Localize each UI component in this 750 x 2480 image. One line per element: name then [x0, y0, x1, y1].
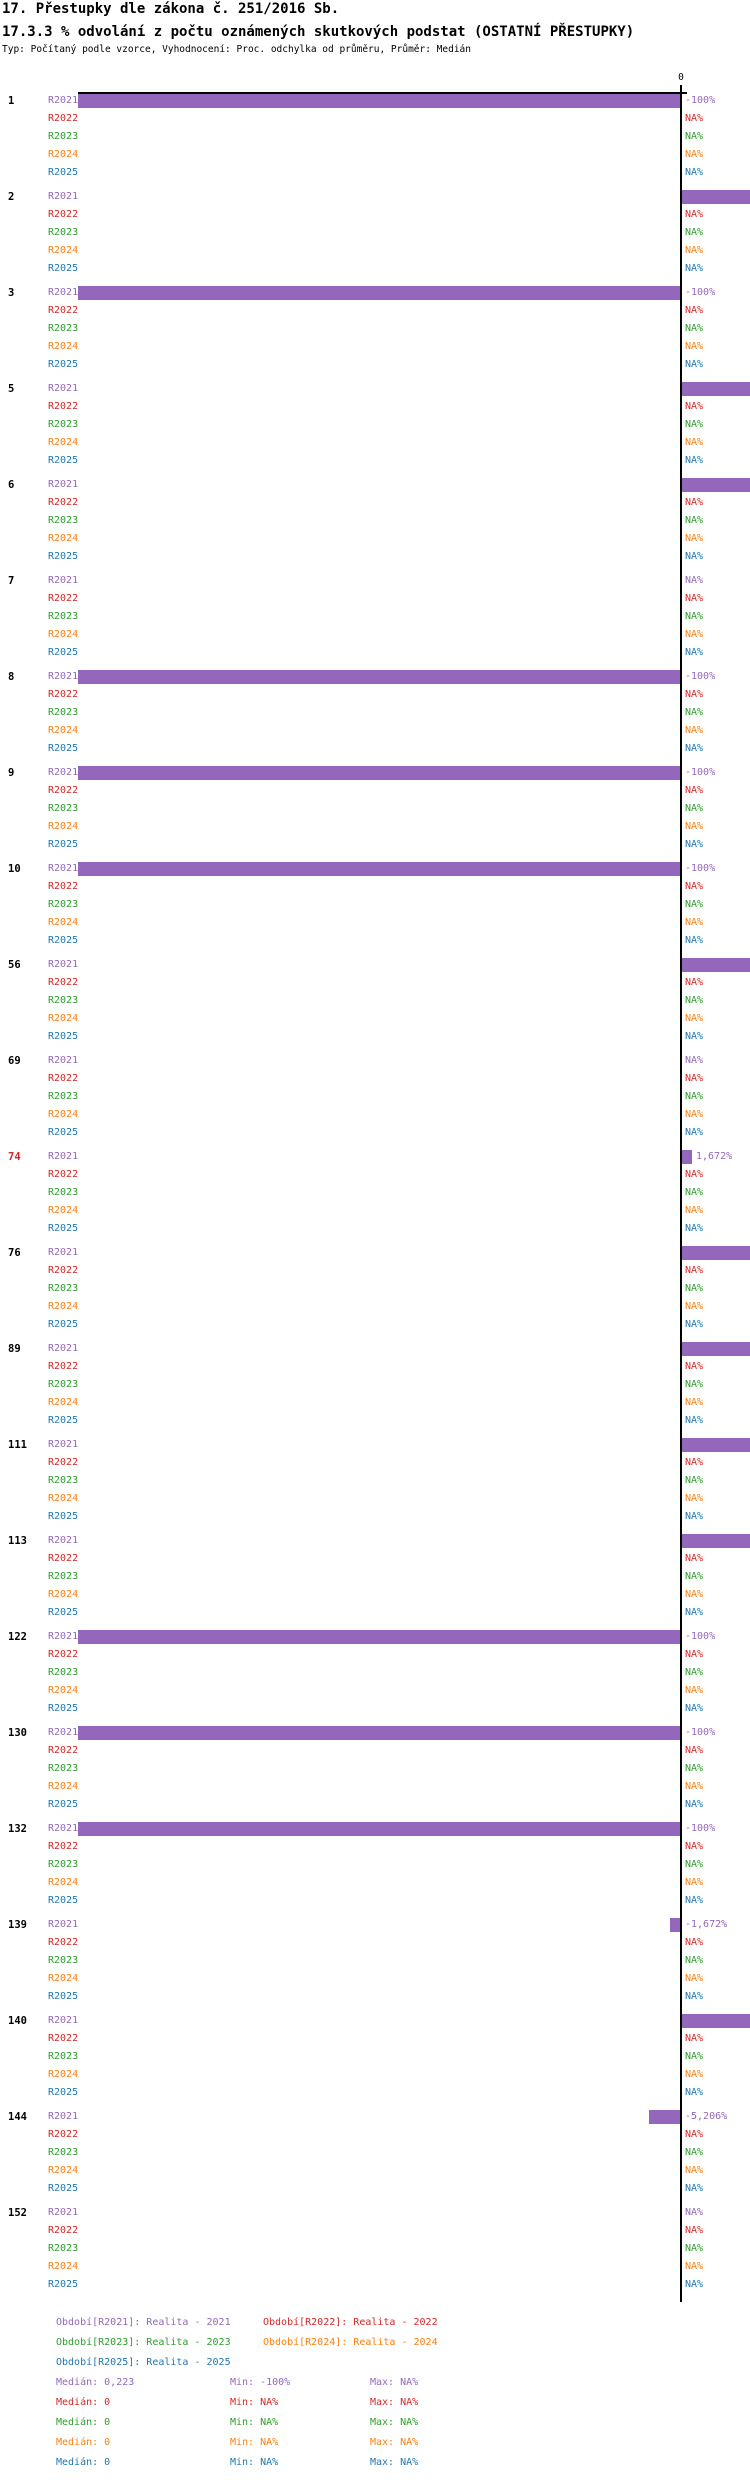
value-label: NA% [685, 1475, 704, 1486]
value-label: NA% [685, 1703, 704, 1714]
value-label: NA% [685, 689, 704, 700]
row-label: R2021 [48, 959, 79, 970]
row-label: R2022 [48, 593, 79, 604]
bar [682, 1246, 750, 1260]
row-label: R2022 [48, 977, 79, 988]
row-label: R2025 [48, 1799, 79, 1810]
value-label: NA% [685, 1571, 704, 1582]
row-label: R2022 [48, 2225, 79, 2236]
value-label: NA% [685, 551, 704, 562]
bar [682, 1150, 692, 1164]
value-label: NA% [685, 341, 704, 352]
row-label: R2023 [48, 899, 79, 910]
value-label: NA% [685, 1457, 704, 1468]
row-label: R2024 [48, 917, 79, 928]
bar [682, 190, 750, 204]
value-label: NA% [685, 1091, 704, 1102]
value-label: NA% [685, 1799, 704, 1810]
axis-zero-label: 0 [678, 72, 684, 83]
bar [78, 286, 680, 300]
group-label: 7 [8, 575, 15, 587]
row-label: R2022 [48, 1937, 79, 1948]
value-label: NA% [685, 1283, 704, 1294]
value-label: NA% [685, 1763, 704, 1774]
value-label: NA% [685, 1361, 704, 1372]
value-label: NA% [685, 323, 704, 334]
row-label: R2021 [48, 191, 79, 202]
row-label: R2022 [48, 497, 79, 508]
value-label: NA% [685, 497, 704, 508]
axis-vertical-line [680, 92, 682, 2302]
row-label: R2024 [48, 245, 79, 256]
row-label: R2022 [48, 1457, 79, 1468]
value-label: NA% [685, 1955, 704, 1966]
legend-period-label: Období[R2021]: Realita - 2021 [56, 2317, 231, 2328]
value-label: NA% [685, 1301, 704, 1312]
row-label: R2022 [48, 209, 79, 220]
value-label: NA% [685, 821, 704, 832]
row-label: R2021 [48, 1823, 79, 1834]
value-label: NA% [685, 209, 704, 220]
row-label: R2025 [48, 455, 79, 466]
row-label: R2023 [48, 2051, 79, 2062]
value-label: NA% [685, 935, 704, 946]
row-label: R2025 [48, 1127, 79, 1138]
bar [78, 1630, 680, 1644]
row-label: R2022 [48, 881, 79, 892]
legend-min: Min: NA% [230, 2437, 279, 2448]
value-label: NA% [685, 1973, 704, 1984]
value-label: NA% [685, 1205, 704, 1216]
value-label: NA% [685, 1415, 704, 1426]
group-label: 69 [8, 1055, 21, 1067]
row-label: R2023 [48, 1187, 79, 1198]
value-label: NA% [685, 515, 704, 526]
value-label: NA% [685, 1649, 704, 1660]
row-label: R2025 [48, 2183, 79, 2194]
row-label: R2025 [48, 2279, 79, 2290]
group-label: 89 [8, 1343, 21, 1355]
bar [682, 478, 750, 492]
legend-min: Min: NA% [230, 2397, 279, 2408]
value-label: NA% [685, 881, 704, 892]
group-label: 8 [8, 671, 15, 683]
row-label: R2024 [48, 2069, 79, 2080]
value-label: NA% [685, 1073, 704, 1084]
row-label: R2024 [48, 1205, 79, 1216]
row-label: R2022 [48, 1841, 79, 1852]
row-label: R2023 [48, 323, 79, 334]
value-label: NA% [685, 977, 704, 988]
value-label: NA% [685, 2243, 704, 2254]
row-label: R2025 [48, 1607, 79, 1618]
value-label: NA% [685, 437, 704, 448]
value-label: NA% [685, 2225, 704, 2236]
value-label: NA% [685, 149, 704, 160]
value-label: NA% [685, 401, 704, 412]
value-label: NA% [685, 1493, 704, 1504]
value-label: NA% [685, 1859, 704, 1870]
row-label: R2023 [48, 1667, 79, 1678]
value-label: NA% [685, 1031, 704, 1042]
row-label: R2023 [48, 995, 79, 1006]
value-label: NA% [685, 575, 704, 586]
legend-max: Max: NA% [370, 2437, 419, 2448]
row-label: R2024 [48, 149, 79, 160]
row-label: R2024 [48, 1013, 79, 1024]
row-label: R2024 [48, 1781, 79, 1792]
value-label: NA% [685, 593, 704, 604]
bar [649, 2110, 680, 2124]
value-label: -100% [685, 95, 716, 106]
legend-min: Min: NA% [230, 2457, 279, 2468]
legend-median: Medián: 0,223 [56, 2377, 135, 2388]
row-label: R2022 [48, 113, 79, 124]
legend-period-label: Období[R2025]: Realita - 2025 [56, 2357, 231, 2368]
row-label: R2021 [48, 1247, 79, 1258]
value-label: NA% [685, 1937, 704, 1948]
group-label: 122 [8, 1631, 27, 1643]
row-label: R2024 [48, 725, 79, 736]
row-label: R2025 [48, 1703, 79, 1714]
row-label: R2024 [48, 2165, 79, 2176]
value-label: NA% [685, 131, 704, 142]
row-label: R2022 [48, 1553, 79, 1564]
row-label: R2024 [48, 1493, 79, 1504]
legend-max: Max: NA% [370, 2397, 419, 2408]
row-label: R2022 [48, 1265, 79, 1276]
row-label: R2021 [48, 383, 79, 394]
row-label: R2024 [48, 533, 79, 544]
value-label: NA% [685, 263, 704, 274]
row-label: R2022 [48, 785, 79, 796]
value-label: NA% [685, 1553, 704, 1564]
row-label: R2024 [48, 1109, 79, 1120]
row-label: R2024 [48, 1973, 79, 1984]
row-label: R2023 [48, 1091, 79, 1102]
row-label: R2024 [48, 1685, 79, 1696]
row-label: R2022 [48, 2033, 79, 2044]
value-label: -1,672% [685, 1919, 728, 1930]
value-label: NA% [685, 1397, 704, 1408]
value-label: NA% [685, 305, 704, 316]
group-label: 139 [8, 1919, 27, 1931]
row-label: R2024 [48, 1589, 79, 1600]
value-label: NA% [685, 917, 704, 928]
row-label: R2023 [48, 1859, 79, 1870]
group-label: 1 [8, 95, 15, 107]
group-label: 113 [8, 1535, 27, 1547]
row-label: R2024 [48, 629, 79, 640]
row-label: R2024 [48, 1301, 79, 1312]
row-label: R2025 [48, 359, 79, 370]
legend-min: Min: -100% [230, 2377, 291, 2388]
value-label: NA% [685, 839, 704, 850]
legend-period-label: Období[R2024]: Realita - 2024 [263, 2337, 438, 2348]
row-label: R2023 [48, 1475, 79, 1486]
group-label: 74 [8, 1151, 21, 1163]
row-label: R2024 [48, 1877, 79, 1888]
legend-max: Max: NA% [370, 2377, 419, 2388]
row-label: R2021 [48, 95, 79, 106]
value-label: NA% [685, 1685, 704, 1696]
row-label: R2025 [48, 551, 79, 562]
row-label: R2022 [48, 1649, 79, 1660]
group-label: 2 [8, 191, 15, 203]
group-label: 6 [8, 479, 15, 491]
row-label: R2025 [48, 1319, 79, 1330]
row-label: R2025 [48, 167, 79, 178]
value-label: NA% [685, 1667, 704, 1678]
row-label: R2021 [48, 863, 79, 874]
row-label: R2023 [48, 2147, 79, 2158]
chart-subtitle: Typ: Počítaný podle vzorce, Vyhodnocení: Proc. odchylka od průměru, Průměr: Medián [2, 44, 471, 55]
row-label: R2021 [48, 767, 79, 778]
value-label: NA% [685, 1511, 704, 1522]
value-label: NA% [685, 725, 704, 736]
row-label: R2023 [48, 227, 79, 238]
group-label: 76 [8, 1247, 21, 1259]
row-label: R2022 [48, 1169, 79, 1180]
row-label: R2024 [48, 341, 79, 352]
row-label: R2021 [48, 479, 79, 490]
value-label: -100% [685, 1631, 716, 1642]
value-label: NA% [685, 707, 704, 718]
group-label: 9 [8, 767, 15, 779]
legend-median: Medián: 0 [56, 2457, 111, 2468]
row-label: R2021 [48, 1439, 79, 1450]
group-label: 144 [8, 2111, 27, 2123]
bar [78, 670, 680, 684]
row-label: R2023 [48, 707, 79, 718]
value-label: NA% [685, 2087, 704, 2098]
value-label: NA% [685, 167, 704, 178]
row-label: R2025 [48, 1895, 79, 1906]
row-label: R2024 [48, 821, 79, 832]
row-label: R2022 [48, 2129, 79, 2140]
value-label: NA% [685, 611, 704, 622]
group-label: 152 [8, 2207, 27, 2219]
value-label: -100% [685, 671, 716, 682]
value-label: NA% [685, 2051, 704, 2062]
row-label: R2025 [48, 1223, 79, 1234]
row-label: R2021 [48, 2111, 79, 2122]
value-label: -100% [685, 863, 716, 874]
row-label: R2024 [48, 2261, 79, 2272]
bar [78, 94, 680, 108]
row-label: R2023 [48, 803, 79, 814]
legend-max: Max: NA% [370, 2457, 419, 2468]
row-label: R2022 [48, 401, 79, 412]
axis-zero-tick [680, 85, 682, 92]
value-label: NA% [685, 1745, 704, 1756]
bar [682, 2014, 750, 2028]
group-label: 3 [8, 287, 15, 299]
row-label: R2021 [48, 2015, 79, 2026]
row-label: R2021 [48, 671, 79, 682]
value-label: -100% [685, 287, 716, 298]
value-label: NA% [685, 2183, 704, 2194]
value-label: NA% [685, 359, 704, 370]
row-label: R2023 [48, 1955, 79, 1966]
value-label: NA% [685, 1895, 704, 1906]
group-label: 130 [8, 1727, 27, 1739]
value-label: NA% [685, 743, 704, 754]
row-label: R2021 [48, 2207, 79, 2218]
value-label: NA% [685, 1589, 704, 1600]
row-label: R2021 [48, 1535, 79, 1546]
value-label: NA% [685, 2069, 704, 2080]
row-label: R2025 [48, 1991, 79, 2002]
value-label: NA% [685, 1379, 704, 1390]
group-label: 10 [8, 863, 21, 875]
value-label: NA% [685, 227, 704, 238]
row-label: R2021 [48, 1151, 79, 1162]
bar [682, 958, 750, 972]
row-label: R2023 [48, 611, 79, 622]
bar [682, 382, 750, 396]
row-label: R2023 [48, 1571, 79, 1582]
legend-median: Medián: 0 [56, 2437, 111, 2448]
bar [682, 1342, 750, 1356]
legend-period-label: Období[R2023]: Realita - 2023 [56, 2337, 231, 2348]
bar [78, 862, 680, 876]
row-label: R2022 [48, 689, 79, 700]
value-label: NA% [685, 2033, 704, 2044]
value-label: NA% [685, 1877, 704, 1888]
page-title: 17. Přestupky dle zákona č. 251/2016 Sb. [2, 1, 340, 17]
value-label: NA% [685, 2165, 704, 2176]
row-label: R2021 [48, 287, 79, 298]
value-label: NA% [685, 1187, 704, 1198]
value-label: NA% [685, 2279, 704, 2290]
bar [670, 1918, 680, 1932]
row-label: R2025 [48, 263, 79, 274]
bar [682, 1534, 750, 1548]
row-label: R2025 [48, 839, 79, 850]
row-label: R2025 [48, 647, 79, 658]
legend-min: Min: NA% [230, 2417, 279, 2428]
row-label: R2023 [48, 1283, 79, 1294]
value-label: NA% [685, 995, 704, 1006]
row-label: R2023 [48, 515, 79, 526]
value-label: NA% [685, 785, 704, 796]
bar [78, 766, 680, 780]
value-label: NA% [685, 1109, 704, 1120]
value-label: -100% [685, 767, 716, 778]
row-label: R2021 [48, 1343, 79, 1354]
row-label: R2025 [48, 2087, 79, 2098]
value-label: NA% [685, 455, 704, 466]
value-label: -100% [685, 1727, 716, 1738]
bar [78, 1726, 680, 1740]
value-label: NA% [685, 647, 704, 658]
value-label: -5,206% [685, 2111, 728, 2122]
row-label: R2025 [48, 1415, 79, 1426]
row-label: R2022 [48, 1745, 79, 1756]
value-label: NA% [685, 1607, 704, 1618]
value-label: NA% [685, 1127, 704, 1138]
value-label: NA% [685, 899, 704, 910]
value-label: NA% [685, 2129, 704, 2140]
chart-title: 17.3.3 % odvolání z počtu oznámených skutkových podstat (OSTATNÍ PŘESTUPKY) [2, 24, 635, 40]
row-label: R2025 [48, 743, 79, 754]
value-label: NA% [685, 1169, 704, 1180]
value-label: NA% [685, 1991, 704, 2002]
value-label: NA% [685, 2147, 704, 2158]
value-label: NA% [685, 1319, 704, 1330]
value-label: NA% [685, 629, 704, 640]
bar [682, 1438, 750, 1452]
row-label: R2021 [48, 1727, 79, 1738]
row-label: R2023 [48, 131, 79, 142]
row-label: R2025 [48, 1031, 79, 1042]
legend-max: Max: NA% [370, 2417, 419, 2428]
value-label: NA% [685, 419, 704, 430]
group-label: 132 [8, 1823, 27, 1835]
value-label: NA% [685, 1265, 704, 1276]
row-label: R2023 [48, 1763, 79, 1774]
value-label: NA% [685, 2207, 704, 2218]
legend-median: Medián: 0 [56, 2417, 111, 2428]
value-label: 1,672% [696, 1151, 733, 1162]
row-label: R2022 [48, 305, 79, 316]
row-label: R2025 [48, 935, 79, 946]
value-label: NA% [685, 1055, 704, 1066]
group-label: 5 [8, 383, 15, 395]
row-label: R2021 [48, 575, 79, 586]
value-label: NA% [685, 2261, 704, 2272]
bar [78, 1822, 680, 1836]
row-label: R2021 [48, 1631, 79, 1642]
value-label: NA% [685, 533, 704, 544]
row-label: R2024 [48, 437, 79, 448]
row-label: R2021 [48, 1919, 79, 1930]
group-label: 111 [8, 1439, 27, 1451]
value-label: NA% [685, 1781, 704, 1792]
row-label: R2025 [48, 1511, 79, 1522]
value-label: NA% [685, 1223, 704, 1234]
row-label: R2022 [48, 1073, 79, 1084]
value-label: NA% [685, 803, 704, 814]
group-label: 56 [8, 959, 21, 971]
row-label: R2024 [48, 1397, 79, 1408]
value-label: NA% [685, 1841, 704, 1852]
value-label: NA% [685, 245, 704, 256]
group-label: 140 [8, 2015, 27, 2027]
row-label: R2023 [48, 1379, 79, 1390]
row-label: R2021 [48, 1055, 79, 1066]
row-label: R2023 [48, 419, 79, 430]
row-label: R2023 [48, 2243, 79, 2254]
legend-period-label: Období[R2022]: Realita - 2022 [263, 2317, 438, 2328]
value-label: NA% [685, 113, 704, 124]
legend-median: Medián: 0 [56, 2397, 111, 2408]
row-label: R2022 [48, 1361, 79, 1372]
value-label: NA% [685, 1013, 704, 1024]
value-label: -100% [685, 1823, 716, 1834]
